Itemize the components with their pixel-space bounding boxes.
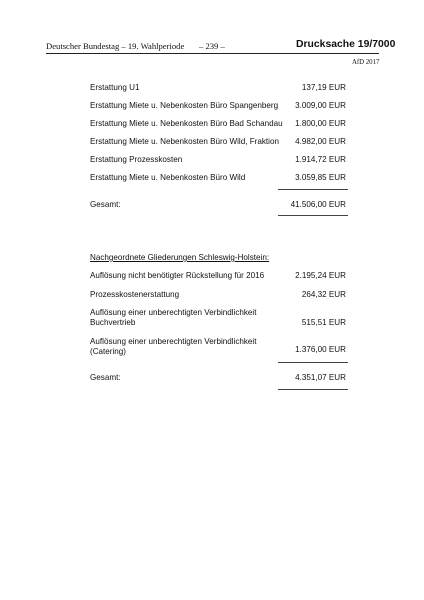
row-label: Auflösung einer unberechtigten Verbindlichkeit Buchvertrieb <box>90 308 257 327</box>
header-title: Deutscher Bundestag – 19. Wahlperiode <box>46 41 185 51</box>
row-label: Erstattung U1 <box>90 83 140 92</box>
row-amount: 515,51 EUR <box>301 318 346 327</box>
row-amount: 3.059,85 EUR <box>295 173 346 182</box>
row-label: Erstattung Prozesskosten <box>90 155 183 164</box>
document-number <box>296 39 395 50</box>
subtotal-divider <box>278 362 348 363</box>
row-amount: 4.982,00 EUR <box>295 137 346 146</box>
row-amount: 3.009,00 EUR <box>295 101 346 110</box>
row-amount: 264,32 EUR <box>301 290 346 299</box>
header-divider <box>46 53 379 54</box>
row-amount: 1.800,00 EUR <box>295 119 346 128</box>
total-amount: 41.506,00 EUR <box>290 200 346 209</box>
table-row <box>90 337 346 357</box>
total-amount: 4.351,07 EUR <box>295 373 346 382</box>
row-amount: 2.195,24 EUR <box>295 271 346 280</box>
row-label: Prozesskostenerstattung <box>90 290 180 299</box>
page-number: – 239 – <box>199 41 225 51</box>
total-underline <box>278 389 348 390</box>
row-amount: 1.914,72 EUR <box>295 155 346 164</box>
row-label: Erstattung Miete u. Nebenkosten Büro Spangenberg <box>90 101 279 110</box>
header-subtitle: AfD 2017 <box>352 59 380 66</box>
table-row <box>90 308 346 328</box>
row-amount: 1.376,00 EUR <box>295 345 346 354</box>
section-heading: Nachgeordnete Gliederungen Schleswig-Holstein: <box>90 253 270 262</box>
document-label: Drucksache 19/ <box>296 39 373 50</box>
row-label: Erstattung Miete u. Nebenkosten Büro Wild, Fraktion <box>90 137 279 146</box>
row-amount: 137,19 EUR <box>301 83 346 92</box>
total-label: Gesamt: <box>90 200 121 209</box>
total-underline <box>278 215 348 216</box>
subtotal-divider <box>278 189 348 190</box>
document-number-value: 7000 <box>372 39 396 50</box>
row-label: Auflösung nicht benötigter Rückstellung für 2016 <box>90 271 265 280</box>
row-label: Erstattung Miete u. Nebenkosten Büro Wild <box>90 173 246 182</box>
total-label: Gesamt: <box>90 373 121 382</box>
row-label: Auflösung einer unberechtigten Verbindlichkeit (Catering) <box>90 337 257 356</box>
row-label: Erstattung Miete u. Nebenkosten Büro Bad Schandau <box>90 119 283 128</box>
